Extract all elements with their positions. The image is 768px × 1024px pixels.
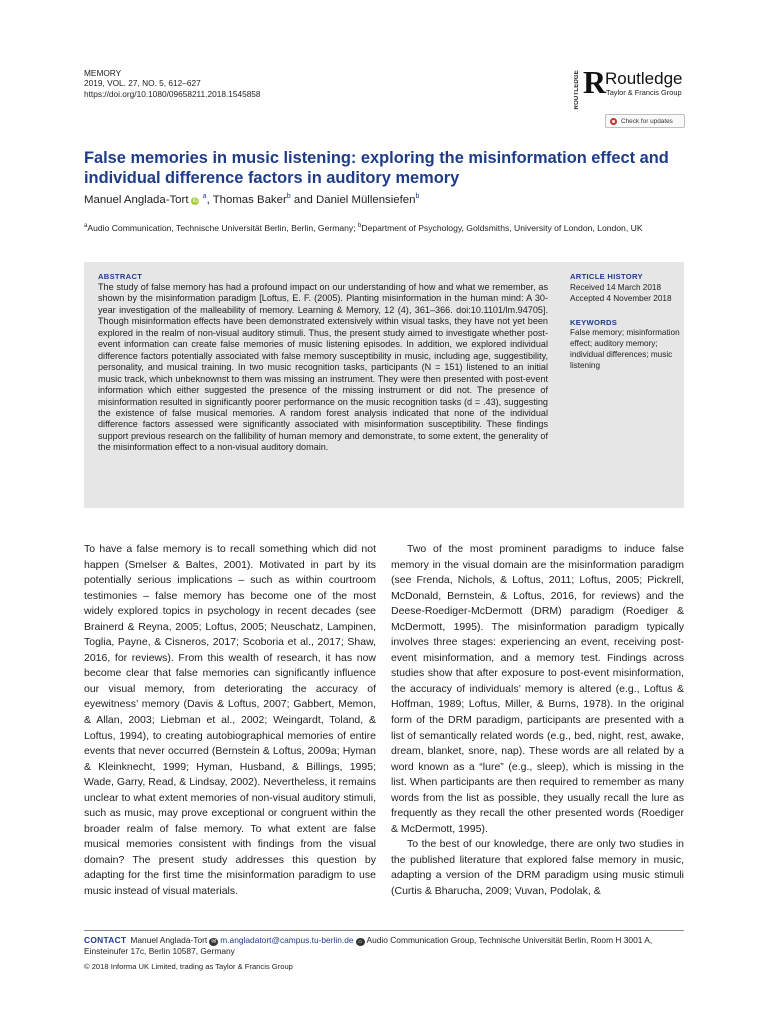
affiliation-mark: b — [358, 223, 362, 230]
journal-doi[interactable]: https://doi.org/10.1080/09658211.2018.1545858 — [84, 88, 261, 99]
author-affiliation-mark: b — [415, 193, 420, 201]
contact-address: Audio Communication Group, Technische Universität Berlin, Room H 3001 A, Einsteinufer 17c, Berlin 10587, Germany — [84, 935, 653, 956]
journal-name: MEMORY — [84, 68, 122, 78]
contact-label: CONTACT — [84, 935, 127, 945]
abstract-text: The study of false memory has had a profound impact on our understanding of how and what we remember, as shown by the misinformation paradigm [Loftus, E. F. (2005). Planting misinformation in the human mind: A 30-year investigation of the malleability of memory. Learning & Memory, 12 (4), 361–366. doi:10.1101/lm.94705]. Though misinformation effects have been demonstrated extensively within visual tasks, they have not yet been explored in the realm of non-visual auditory stimuli. Thus, the present study aimed to investigate whether post-event information can create false memories of music listening episodes. In addition, we explored individual difference factors potentially associated with false memory susceptibility in music, including age, suggestibility, personality, and musical training. In two music recognition tasks, participants (N = 151) listened to an initial music track, which unbeknownst to them was missing an instrument. They were then presented with post-event information which either suggested the presence of the missing instrument or did not. The presence of misinformation resulted in significantly poorer performance on the music recognition tasks (d = .43), suggesting the existence of false musical memories. A random forest analysis indicated that none of the individual difference factors assessed were significantly associated with misinformation susceptibility. These findings support previous research on the fallibility of human memory and demonstrate, to some extent, the generality of the misinformation effect to a non-visual auditory domain. — [98, 282, 548, 453]
affiliation-mark: a — [84, 223, 88, 230]
check-updates-button[interactable] — [605, 114, 685, 128]
affiliation-b: Department of Psychology, Goldsmiths, University of London, London, UK — [361, 223, 643, 233]
contact-footnote — [84, 935, 688, 957]
check-updates-label: Check for updates — [621, 117, 673, 125]
contact-email[interactable]: m.angladatort@campus.tu-berlin.de — [220, 935, 354, 945]
article-title: False memories in music listening: exploring the misinformation effect and individual difference factors in auditory memory — [84, 149, 669, 187]
keywords-heading: KEYWORDS — [570, 318, 618, 327]
envelope-icon: ✉ — [211, 939, 217, 945]
article-history — [570, 282, 672, 304]
received-date: Received 14 March 2018 — [570, 283, 662, 292]
publisher-subtitle: Taylor & Francis Group — [606, 88, 682, 97]
author-list — [84, 194, 419, 206]
author-name[interactable]: Manuel Anglada-Tort — [84, 194, 189, 206]
abstract-heading: ABSTRACT — [98, 272, 143, 281]
publisher-name: Routledge — [605, 69, 683, 88]
body-paragraph: To the best of our knowledge, there are only two studies in the published literature that explored false memory in music, adapting a version of the DRM paradigm using music stimuli (Curtis & Bharucha, 2009; Vuvan, Podolak, & — [391, 838, 684, 898]
affiliation-a: Audio Communication, Technische Universität Berlin, Berlin, Germany; — [87, 223, 359, 233]
keywords-list: False memory; misinformation effect; auditory memory; individual differences; music listening — [570, 328, 680, 370]
footer-divider — [84, 930, 684, 931]
journal-header — [84, 68, 261, 99]
accepted-date: Accepted 4 November 2018 — [570, 294, 672, 303]
author-name[interactable]: Daniel Müllensiefen — [316, 194, 416, 206]
location-icon: ⌂ — [356, 938, 365, 946]
copyright: © 2018 Informa UK Limited, trading as Taylor & Francis Group — [84, 962, 293, 971]
author-separator: and — [290, 194, 317, 206]
author-affiliation-mark: a — [202, 193, 207, 201]
author-affiliation-mark: b — [286, 193, 291, 201]
affiliations — [84, 222, 684, 234]
routledge-logo-icon: R — [583, 64, 607, 100]
author-separator: , — [206, 194, 213, 206]
crossmark-icon — [610, 118, 617, 125]
body-paragraph: To have a false memory is to recall something which did not happen (Smelser & Baltes, 2001). Motivated in part by its potentially serious implications – such as within courtroom testimonies – false memory has become one of the most widely explored topics in psychology in recent decades (see Brainerd & Reyna, 2005; Loftus, 2005; Neuschatz, Lampinen, Toglia, Payne, & Cisneros, 2017; Scoboria et al., 2017; Shaw, 2016, for reviews). From this wealth of research, it has now become clear that false memories can significantly influence our visual memory, from deteriorating the accuracy of eyewitness’ memory (Davis & Loftus, 2007; Gabbert, Memon, & Allan, 2003; Liebman et al., 2002; Weingardt, Toland, & Loftus, 1994), to creating autobiographical memories of entire events that never occurred (Bernstein & Loftus, 2009a; Hyman & Kleinknecht, 1999; Hyman, Husband, & Billings, 1995; Wade, Garry, Read, & Lindsay, 2002). Nevertheless, it remains unclear to what extent memories of non-visual auditory stimuli, such as music, may prove exceptional or congruent within the broader realm of false memory. To what extent are false musical memories consistent with findings from the visual domain? The present study addresses this question by adapting for the first time the misinformation paradigm to use music instead of visual materials. — [84, 543, 376, 898]
body-column-left — [84, 542, 376, 900]
publisher-logo[interactable] — [574, 64, 694, 110]
contact-name: Manuel Anglada-Tort — [130, 935, 208, 945]
journal-volume: 2019, VOL. 27, NO. 5, 612–627 — [84, 78, 201, 89]
orcid-icon[interactable]: iD — [192, 198, 199, 204]
body-column-right — [391, 542, 684, 900]
article-history-heading: ARTICLE HISTORY — [570, 272, 643, 281]
publisher-side-text: ROUTLEDGE — [574, 70, 580, 110]
author-name[interactable]: Thomas Baker — [212, 194, 287, 206]
body-paragraph: Two of the most prominent paradigms to induce false memory in the visual domain are the misinformation paradigm (see Frenda, Nichols, & Loftus, 2011; Loftus, 2005; Pickrell, McDonald, Bernstein, & Loftus, 2016, for reviews) and the Deese-Roediger-McDermott (DRM) paradigm (Roediger & McDermott, 1995). The misinformation paradigm typically involves three stages: experiencing an event, receiving post-event misinformation, and a memory test. Findings across studies show that after exposure to post-event misinformation, the accuracy of individuals’ memory is altered (e.g., Loftus & Hoffman, 1989; Loftus, Miller, & Burns, 1978). In the original form of the DRM paradigm, participants are presented with a list of semantically related words (e.g., bed, night, rest, awake, dream, blanket, snore, nap). These words are all related by a word known as a “lure” (e.g., sleep), which is missing in the list. When participants are then required to remember as many words from the list as possible, they usually recall the lure as frequently as they recall the other presented words (Roediger & McDermott, 1995). — [391, 543, 684, 835]
